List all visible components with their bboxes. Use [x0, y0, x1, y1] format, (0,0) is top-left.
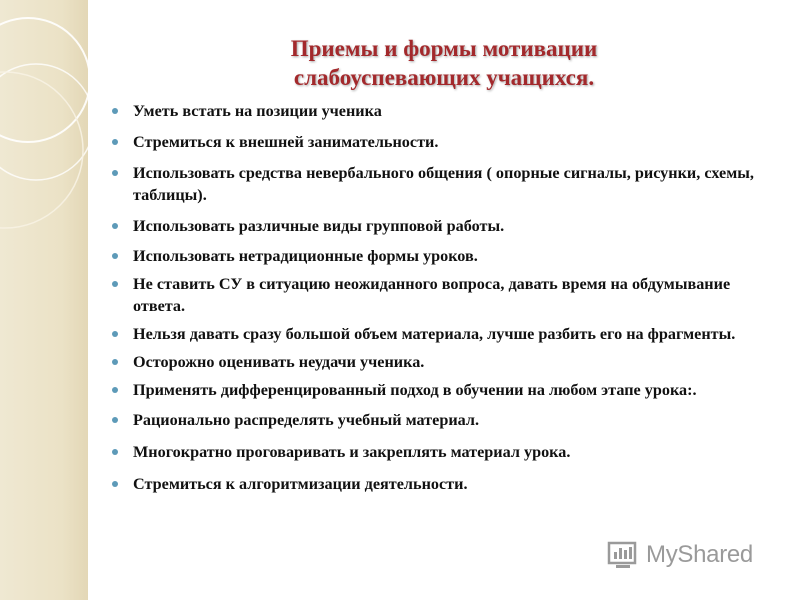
bullet-item — [112, 351, 777, 373]
watermark-text: MyShared — [646, 541, 753, 568]
bullet-item — [112, 441, 777, 463]
bullet-dot-icon — [112, 281, 118, 287]
slide-title-line-1: Приемы и формы мотивации — [290, 36, 598, 61]
bullet-item — [112, 245, 777, 267]
bullet-text: Многократно проговаривать и закреплять материал урока. — [133, 443, 571, 461]
bullet-text: Стремиться к внешней занимательности. — [133, 133, 439, 151]
bullet-item — [112, 379, 777, 401]
bullet-list — [112, 100, 777, 495]
bullet-dot-icon — [112, 223, 118, 229]
bullet-dot-icon — [112, 449, 118, 455]
slide-title-line-2: слабоуспевающих учащихся. — [293, 65, 595, 90]
bullet-text: Осторожно оценивать неудачи ученика. — [133, 353, 425, 371]
bullet-dot-icon — [112, 481, 118, 487]
bullet-item — [112, 473, 777, 495]
bullet-item — [112, 215, 777, 237]
bullet-item — [112, 131, 777, 153]
bullet-dot-icon — [112, 387, 118, 393]
bullet-dot-icon — [112, 170, 118, 176]
decorative-side-panel — [0, 0, 88, 600]
bullet-text: Использовать различные виды групповой работы. — [133, 217, 505, 235]
myshared-logo-icon — [606, 538, 640, 572]
bullet-dot-icon — [112, 359, 118, 365]
bullet-text: Использовать средства невербального общения ( опорные сигналы, рисунки, схемы, таблицы). — [133, 164, 754, 204]
bullet-text: Использовать нетрадиционные формы уроков. — [133, 247, 478, 265]
bullet-text: Рационально распределять учебный материал. — [133, 411, 480, 429]
bullet-item — [112, 162, 777, 206]
slide-title — [88, 34, 800, 92]
bullet-text: Применять дифференцированный подход в обучении на любом этапе урока:. — [133, 381, 697, 399]
decorative-circles — [0, 0, 88, 600]
bullet-text: Нельзя давать сразу большой объем материала, лучше разбить его на фрагменты. — [133, 325, 736, 343]
myshared-watermark — [606, 537, 753, 573]
bullet-dot-icon — [112, 417, 118, 423]
bullet-text: Уметь встать на позиции ученика — [133, 102, 382, 120]
bullet-item — [112, 409, 777, 431]
bullet-dot-icon — [112, 331, 118, 337]
bullet-dot-icon — [112, 253, 118, 259]
bullet-item — [112, 273, 777, 317]
bullet-text: Не ставить СУ в ситуацию неожиданного вопроса, давать время на обдумывание ответа. — [133, 275, 731, 315]
bullet-dot-icon — [112, 139, 118, 145]
bullet-item — [112, 100, 777, 122]
bullet-item — [112, 323, 777, 345]
bullet-dot-icon — [112, 108, 118, 114]
bullet-text: Стремиться к алгоритмизации деятельности. — [133, 475, 468, 493]
